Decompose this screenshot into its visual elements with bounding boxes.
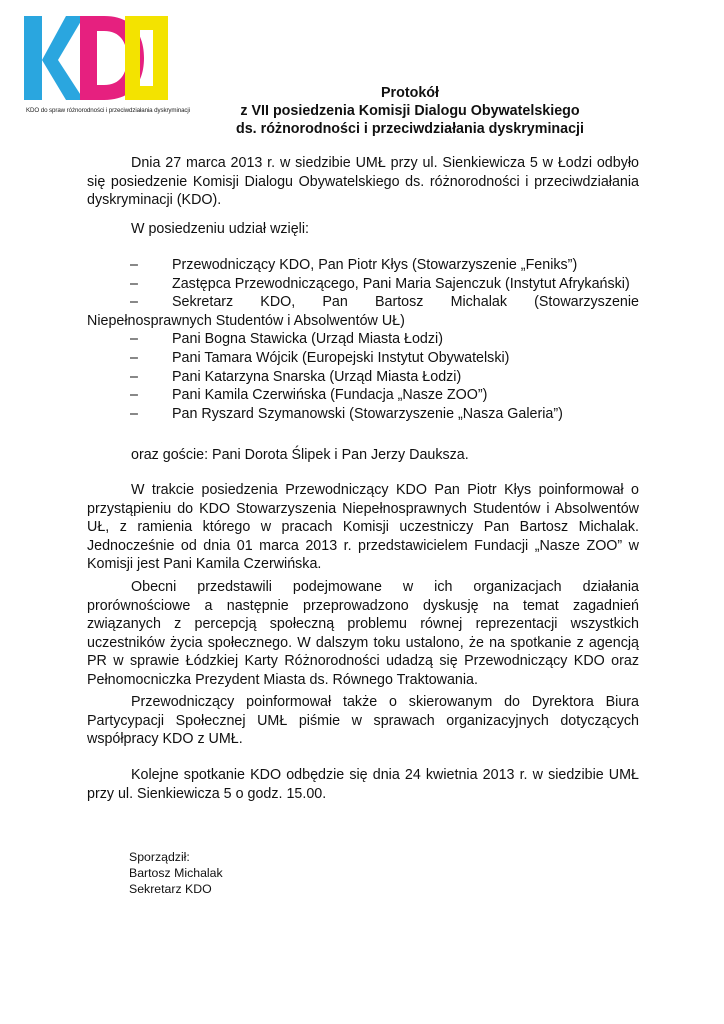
title-line-2: z VII posiedzenia Komisji Dialogu Obywatelskiego <box>240 103 580 119</box>
list-dash: – <box>130 405 138 422</box>
attendee-item <box>87 405 639 424</box>
title-line-3: ds. różnorodności i przeciwdziałania dyskryminacji <box>236 121 584 137</box>
attendee-text: Pani Bogna Stawicka (Urząd Miasta Łodzi) <box>172 331 443 348</box>
attendee-text: Pani Kamila Czerwińska (Fundacja „Nasze ZOO”) <box>172 387 488 404</box>
paragraph-2: Obecni przedstawili podejmowane w ich organizacjach działania prorównościowe a następnie przeprowadzono dyskusję na temat zagadnień związanych z percepcją społeczną problemu równej reprezentacji wszystkich uczestników życia społecznego. W dalszym toku ustalono, że na spotkanie z agencją PR w sprawie Łódzkiej Karty Różnorodności udadzą się Przewodniczący KDO oraz Pełnomocniczka Prezydent Miasta ds. Równego Traktowania. <box>87 579 639 688</box>
list-dash: – <box>130 331 138 348</box>
attendee-text: Zastępca Przewodniczącego, Pani Maria Sajenczuk (Instytut Afrykański) <box>172 275 630 292</box>
attendance-heading: W posiedzeniu udział wzięli: <box>131 221 309 237</box>
attendee-list <box>87 256 639 423</box>
paragraph-4: Kolejne spotkanie KDO odbędzie się dnia 24 kwietnia 2013 r. w siedzibie UMŁ przy ul. Sienkiewicza 5 o godz. 15.00. <box>87 767 639 802</box>
title-line-1: Protokół <box>381 85 439 101</box>
attendee-item <box>87 275 639 294</box>
paragraph-3: Przewodniczący poinformował także o skierowanym do Dyrektora Biura Partycypacji Społecznej UMŁ piśmie w sprawach organizacyjnych dotyczących współpracy KDO z UMŁ. <box>87 694 639 748</box>
attendee-item <box>87 293 639 330</box>
attendee-text: Pani Tamara Wójcik (Europejski Instytut Obywatelski) <box>172 349 510 366</box>
attendee-text: Pan Ryszard Szymanowski (Stowarzyszenie „Nasza Galeria”) <box>172 405 563 422</box>
signature-name: Bartosz Michalak <box>129 866 223 880</box>
paragraph-1: W trakcie posiedzenia Przewodniczący KDO Pan Piotr Kłys poinformował o przystąpieniu do KDO Stowarzyszenia Niepełnosprawnych Studentów i Absolwentów UŁ, z ramienia którego w pracach Komisji uczestniczy Pan Bartosz Michalak. Jednocześnie od dnia 01 marca 2013 r. przedstawicielem Fundacji „Nasze ZOO” w Komisji jest Pani Kamila Czerwińska. <box>87 482 639 573</box>
attendee-text: Pani Katarzyna Snarska (Urząd Miasta Łodzi) <box>172 368 462 385</box>
list-dash: – <box>130 275 138 292</box>
signature-label: Sporządził: <box>129 850 190 864</box>
logo-caption: KDO do spraw różnorodności i przeciwdziałania dyskryminacji <box>26 107 190 114</box>
list-dash: – <box>130 349 138 366</box>
signature-role: Sekretarz KDO <box>129 882 212 896</box>
attendee-item <box>87 386 639 405</box>
intro-paragraph: Dnia 27 marca 2013 r. w siedzibie UMŁ przy ul. Sienkiewicza 5 w Łodzi odbyło się posiedzenie Komisji Dialogu Obywatelskiego ds. różnorodności i przeciwdziałania dyskryminacji (KDO). <box>87 155 639 209</box>
list-dash: – <box>130 294 138 311</box>
attendee-text: Sekretarz KDO, Pan Bartosz Michalak (Stowarzyszenie Niepełnosprawnych Studentów i Absolwentów UŁ) <box>87 294 639 329</box>
guests-line: oraz goście: Pani Dorota Ślipek i Pan Jerzy Dauksza. <box>131 447 469 463</box>
list-dash: – <box>130 368 138 385</box>
list-dash: – <box>130 387 138 404</box>
signature-block <box>129 849 223 897</box>
attendee-item <box>87 349 639 368</box>
attendee-item <box>87 256 639 275</box>
logo-letter-k <box>24 16 84 100</box>
attendee-item <box>87 330 639 349</box>
list-dash: – <box>130 257 138 273</box>
attendee-item <box>87 368 639 387</box>
attendee-text: Przewodniczący KDO, Pan Piotr Kłys (Stowarzyszenie „Feniks”) <box>172 257 578 273</box>
document-title <box>150 84 670 138</box>
